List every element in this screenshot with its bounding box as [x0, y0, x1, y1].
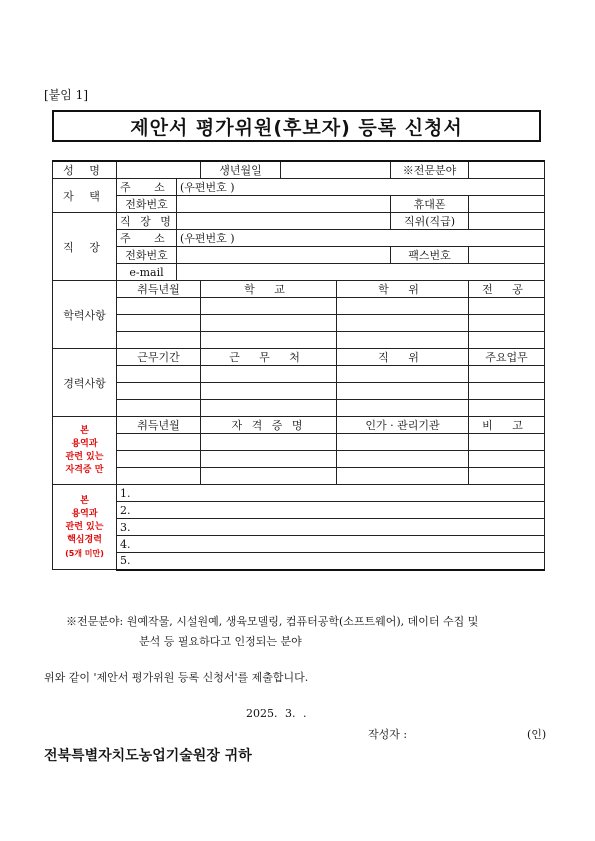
- career-cell[interactable]: [201, 400, 337, 417]
- career-header-workplace: 근 무 처: [201, 349, 337, 366]
- education-cell[interactable]: [337, 332, 469, 349]
- certificate-cell[interactable]: [337, 451, 469, 468]
- work-address-row: [53, 230, 545, 247]
- certificate-header-remarks: 비 고: [469, 417, 545, 434]
- name-label: 성 명: [53, 161, 117, 179]
- career-row: [53, 383, 545, 400]
- certificate-cell[interactable]: [201, 434, 337, 451]
- work-name-row: [53, 213, 545, 230]
- key-experience-item[interactable]: 1.: [117, 485, 545, 502]
- education-section-label: 학력사항: [53, 281, 117, 349]
- education-row: [53, 298, 545, 315]
- education-cell[interactable]: [469, 332, 545, 349]
- education-cell[interactable]: [337, 315, 469, 332]
- certificate-header-row: [53, 417, 545, 434]
- certificate-header-date: 취득년월: [117, 417, 201, 434]
- certificate-cell[interactable]: [337, 468, 469, 485]
- education-row: [53, 315, 545, 332]
- career-section-label: 경력사항: [53, 349, 117, 417]
- education-header-degree: 학 위: [337, 281, 469, 298]
- seal-label: (인): [527, 728, 547, 741]
- name-field[interactable]: [117, 161, 201, 179]
- home-mobile-label: 휴대폰: [391, 196, 469, 213]
- email-label: e-mail: [117, 264, 177, 281]
- education-cell[interactable]: [117, 332, 201, 349]
- education-cell[interactable]: [469, 298, 545, 315]
- education-cell[interactable]: [201, 315, 337, 332]
- certificate-cell[interactable]: [469, 434, 545, 451]
- work-phone-field[interactable]: [177, 247, 391, 264]
- education-cell[interactable]: [201, 332, 337, 349]
- home-phone-row: [53, 196, 545, 213]
- career-row: [53, 400, 545, 417]
- education-cell[interactable]: [117, 298, 201, 315]
- education-header-major: 전 공: [469, 281, 545, 298]
- home-address-field[interactable]: (우편번호 ): [177, 179, 545, 196]
- field-input[interactable]: [469, 161, 545, 179]
- fax-label: 팩스번호: [391, 247, 469, 264]
- addressee: 전북특별자치도농업기술원장 귀하: [44, 748, 252, 764]
- certificate-cell[interactable]: [201, 468, 337, 485]
- birth-label: 생년월일: [201, 161, 281, 179]
- career-cell[interactable]: [201, 366, 337, 383]
- certificate-cell[interactable]: [117, 468, 201, 485]
- career-cell[interactable]: [469, 383, 545, 400]
- education-cell[interactable]: [201, 298, 337, 315]
- writer-label: 작성자 :: [368, 728, 408, 741]
- certificate-cell[interactable]: [117, 451, 201, 468]
- career-cell[interactable]: [337, 400, 469, 417]
- work-phone-label: 전화번호: [117, 247, 177, 264]
- home-address-row: [53, 179, 545, 196]
- position-field[interactable]: [469, 213, 545, 230]
- certificate-header-issuer: 인가 · 관리기관: [337, 417, 469, 434]
- work-email-row: [53, 264, 545, 281]
- key-experience-label-line: 관련 있는: [65, 521, 104, 532]
- form-title: 제안서 평가위원(후보자) 등록 신청서: [52, 110, 541, 142]
- certificate-label-line: 관련 있는: [65, 451, 104, 462]
- certificate-cell[interactable]: [469, 468, 545, 485]
- education-row: [53, 332, 545, 349]
- field-note: [66, 612, 556, 652]
- education-header-date: 취득년월: [117, 281, 201, 298]
- certificate-cell[interactable]: [469, 451, 545, 468]
- career-row: [53, 366, 545, 383]
- key-experience-label-line: (5개 미만): [65, 548, 104, 558]
- key-experience-label-line: 핵심경력: [67, 534, 102, 545]
- career-header-duties: 주요업무: [469, 349, 545, 366]
- career-header-row: [53, 349, 545, 366]
- key-experience-row: [53, 502, 545, 519]
- attachment-label: [붙임 1]: [44, 88, 88, 102]
- key-experience-label-line: 본: [80, 495, 89, 506]
- career-cell[interactable]: [469, 366, 545, 383]
- key-experience-section-label: [53, 485, 117, 570]
- career-cell[interactable]: [469, 400, 545, 417]
- key-experience-item[interactable]: 2.: [117, 502, 545, 519]
- certificate-label-line: 자격증 만: [65, 464, 104, 475]
- submission-date: 2025. 3. .: [246, 707, 307, 720]
- key-experience-row: [53, 553, 545, 570]
- field-note-line2: 분석 등 필요하다고 인정되는 분야: [139, 635, 302, 648]
- work-phone-row: [53, 247, 545, 264]
- certificate-row: [53, 434, 545, 451]
- certificate-cell[interactable]: [337, 434, 469, 451]
- certificate-header-name: 자 격 증 명: [201, 417, 337, 434]
- field-note-line1: ※전문분야: 원예작물, 시설원예, 생육모델링, 컴퓨터공학(소프트웨어), 데이터 수집 및: [66, 615, 479, 628]
- certificate-cell[interactable]: [201, 451, 337, 468]
- position-label: 직위(직급): [391, 213, 469, 230]
- certificate-section-label: [53, 417, 117, 485]
- career-cell[interactable]: [201, 383, 337, 400]
- workplace-label: 직 장 명: [117, 213, 177, 230]
- key-experience-item[interactable]: 4.: [117, 536, 545, 553]
- work-section-label: 직 장: [53, 213, 117, 281]
- application-form-table: [52, 160, 545, 571]
- career-cell[interactable]: [117, 383, 201, 400]
- career-cell[interactable]: [337, 383, 469, 400]
- field-label: ※전문분야: [391, 161, 469, 179]
- certificate-row: [53, 451, 545, 468]
- home-phone-label: 전화번호: [117, 196, 177, 213]
- work-address-label: 주 소: [117, 230, 177, 247]
- key-experience-item[interactable]: 5.: [117, 553, 545, 570]
- education-header-school: 학 교: [201, 281, 337, 298]
- declaration-text: 위와 같이 '제안서 평가위원 등록 신청서'를 제출합니다.: [44, 671, 309, 684]
- key-experience-row: [53, 536, 545, 553]
- education-cell[interactable]: [337, 298, 469, 315]
- key-experience-item[interactable]: 3.: [117, 519, 545, 536]
- fax-field[interactable]: [469, 247, 545, 264]
- work-address-field[interactable]: (우편번호 ): [177, 230, 545, 247]
- email-field[interactable]: [177, 264, 545, 281]
- career-header-position: 직 위: [337, 349, 469, 366]
- name-row: [53, 161, 545, 179]
- career-cell[interactable]: [117, 366, 201, 383]
- home-phone-field[interactable]: [177, 196, 391, 213]
- career-header-period: 근무기간: [117, 349, 201, 366]
- home-address-label: 주 소: [117, 179, 177, 196]
- certificate-label-line: 본: [80, 425, 89, 436]
- certificate-row: [53, 468, 545, 485]
- certificate-label-line: 용역과: [71, 438, 98, 449]
- key-experience-label-line: 용역과: [71, 508, 98, 519]
- birth-field[interactable]: [281, 161, 391, 179]
- key-experience-row: [53, 485, 545, 502]
- career-cell[interactable]: [337, 366, 469, 383]
- education-cell[interactable]: [469, 315, 545, 332]
- home-section-label: 자 택: [53, 179, 117, 213]
- career-cell[interactable]: [117, 400, 201, 417]
- education-cell[interactable]: [117, 315, 201, 332]
- workplace-field[interactable]: [177, 213, 391, 230]
- certificate-cell[interactable]: [117, 434, 201, 451]
- education-header-row: [53, 281, 545, 298]
- key-experience-row: [53, 519, 545, 536]
- home-mobile-field[interactable]: [469, 196, 545, 213]
